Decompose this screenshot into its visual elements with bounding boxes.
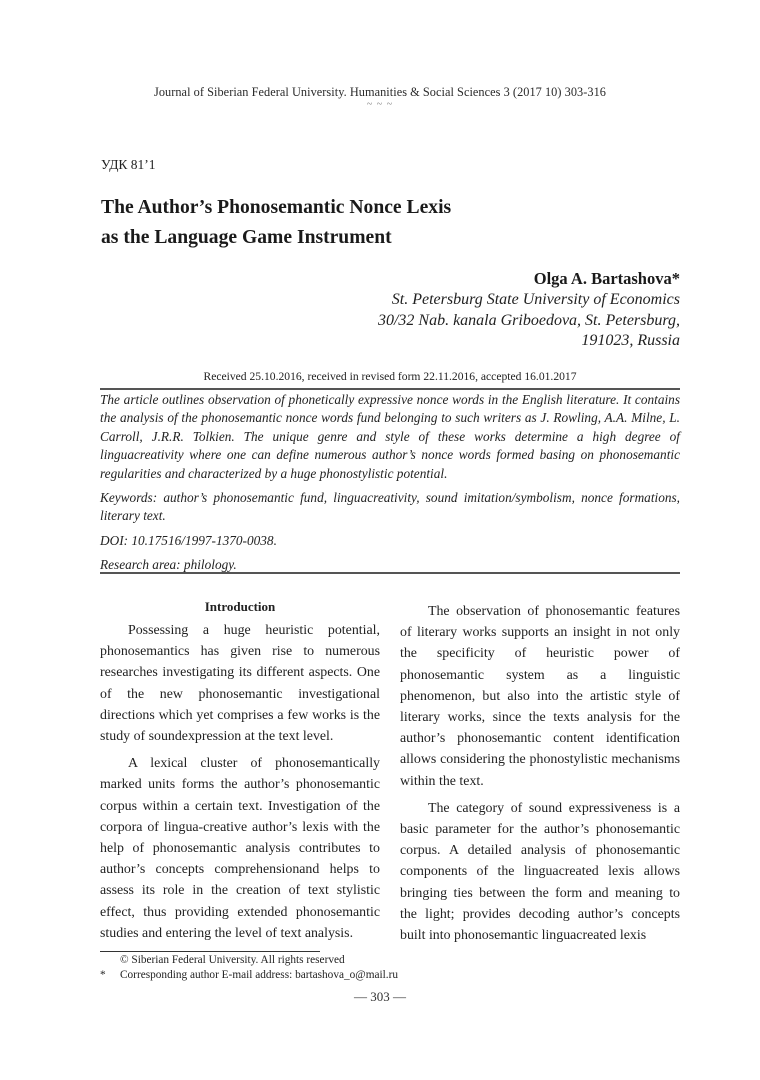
page-number: — 303 — <box>354 989 406 1004</box>
paragraph: A lexical cluster of phonosemantically marked units forms the author’s phonosemantic corpus within a certain text. Investigation of the corpora of lingua-creative author’s lexis with the help of phonosemantic analysis contributes to author’s concepts comprehensionand helps to assess its role in the creation of text stylistic effect, thus providing extended phonosemantic studies and entering the level of text analysis. <box>100 756 380 941</box>
running-head: Journal of Siberian Federal University. Humanities & Social Sciences 3 (2017 10) 303-316 <box>153 85 606 99</box>
right-column <box>400 601 680 946</box>
abstract-text: The article outlines observation of phonetically expressive nonce words in the English literature. It contains the analysis of the phonosemantic nonce words fund belonging to such writers as J. Rowling, A.A. Milne, L. Carroll, J.R.R. Tolkien. The unique genre and style of these works determine a high degree of linguacreativity where one can define numerous author’s nonce words formed basing on phonosemantic regularities and characterized by a huge phonostylistic potential. <box>100 392 680 481</box>
title-line-2: as the Language Game Instrument <box>101 227 392 248</box>
received-dates: Received 25.10.2016, received in revised form 22.11.2016, accepted 16.01.2017 <box>203 370 577 383</box>
abstract-top-rule <box>100 388 680 390</box>
footnote-asterisk: * <box>100 968 106 981</box>
footnote-rule <box>100 951 320 952</box>
paragraph: The category of sound expressiveness is a basic parameter for the author’s phonosemantic corpus. A detailed analysis of phonosemantic components of the linguacreated lexis allows bringing ties between the form and meaning to the light; provides decoding author’s concepts built into phonosemantic linguacreated lexis <box>400 800 680 944</box>
keywords: Keywords: author’s phonosemantic fund, linguacreativity, sound imitation/symbolism, nonce formations, literary text. <box>100 490 680 524</box>
abstract <box>100 391 680 581</box>
header-ornament: ~ ~ ~ <box>366 99 394 110</box>
affiliation-line: St. Petersburg State University of Economics <box>391 291 680 308</box>
footnotes <box>100 953 398 982</box>
article-title <box>101 193 451 253</box>
doi[interactable]: DOI: 10.17516/1997-1370-0038. <box>100 532 277 548</box>
copyright-note <box>100 953 398 968</box>
abstract-bottom-rule <box>100 572 680 574</box>
paragraph: The observation of phonosemantic features of literary works supports an insight in not only the specificity of heuristic power of phonosemantic system as a linguistic phenomenon, but also into the artistic style of literary works, since the texts analysis for the author’s phonosemantic content identification allows considering the phonostylistic mechanisms within the text. <box>400 604 680 789</box>
copyright-text: © Siberian Federal University. All rights reserved <box>120 954 345 966</box>
affiliation-line: 30/32 Nab. kanala Griboedova, St. Petersburg, <box>377 311 680 329</box>
author-name: Olga A. Bartashova* <box>533 269 680 288</box>
author-block <box>260 268 680 352</box>
section-heading-introduction: Introduction <box>204 599 276 614</box>
research-area: Research area: philology. <box>100 557 237 573</box>
corresponding-author-note <box>100 968 398 983</box>
title-line-1: The Author’s Phonosemantic Nonce Lexis <box>101 197 452 218</box>
left-column <box>100 598 380 944</box>
corresponding-author-text[interactable]: Corresponding author E-mail address: bartashova_o@mail.ru <box>120 968 399 981</box>
affiliation-line: 191023, Russia <box>581 332 680 349</box>
udc-code: УДК 81’1 <box>101 157 156 172</box>
paragraph: Possessing a huge heuristic potential, phonosemantics has given rise to numerous researches investigating its different aspects. One of the new phonosemantic investigational directions which yet comprises a few works is the study of soundexpression at the text level. <box>100 623 380 745</box>
